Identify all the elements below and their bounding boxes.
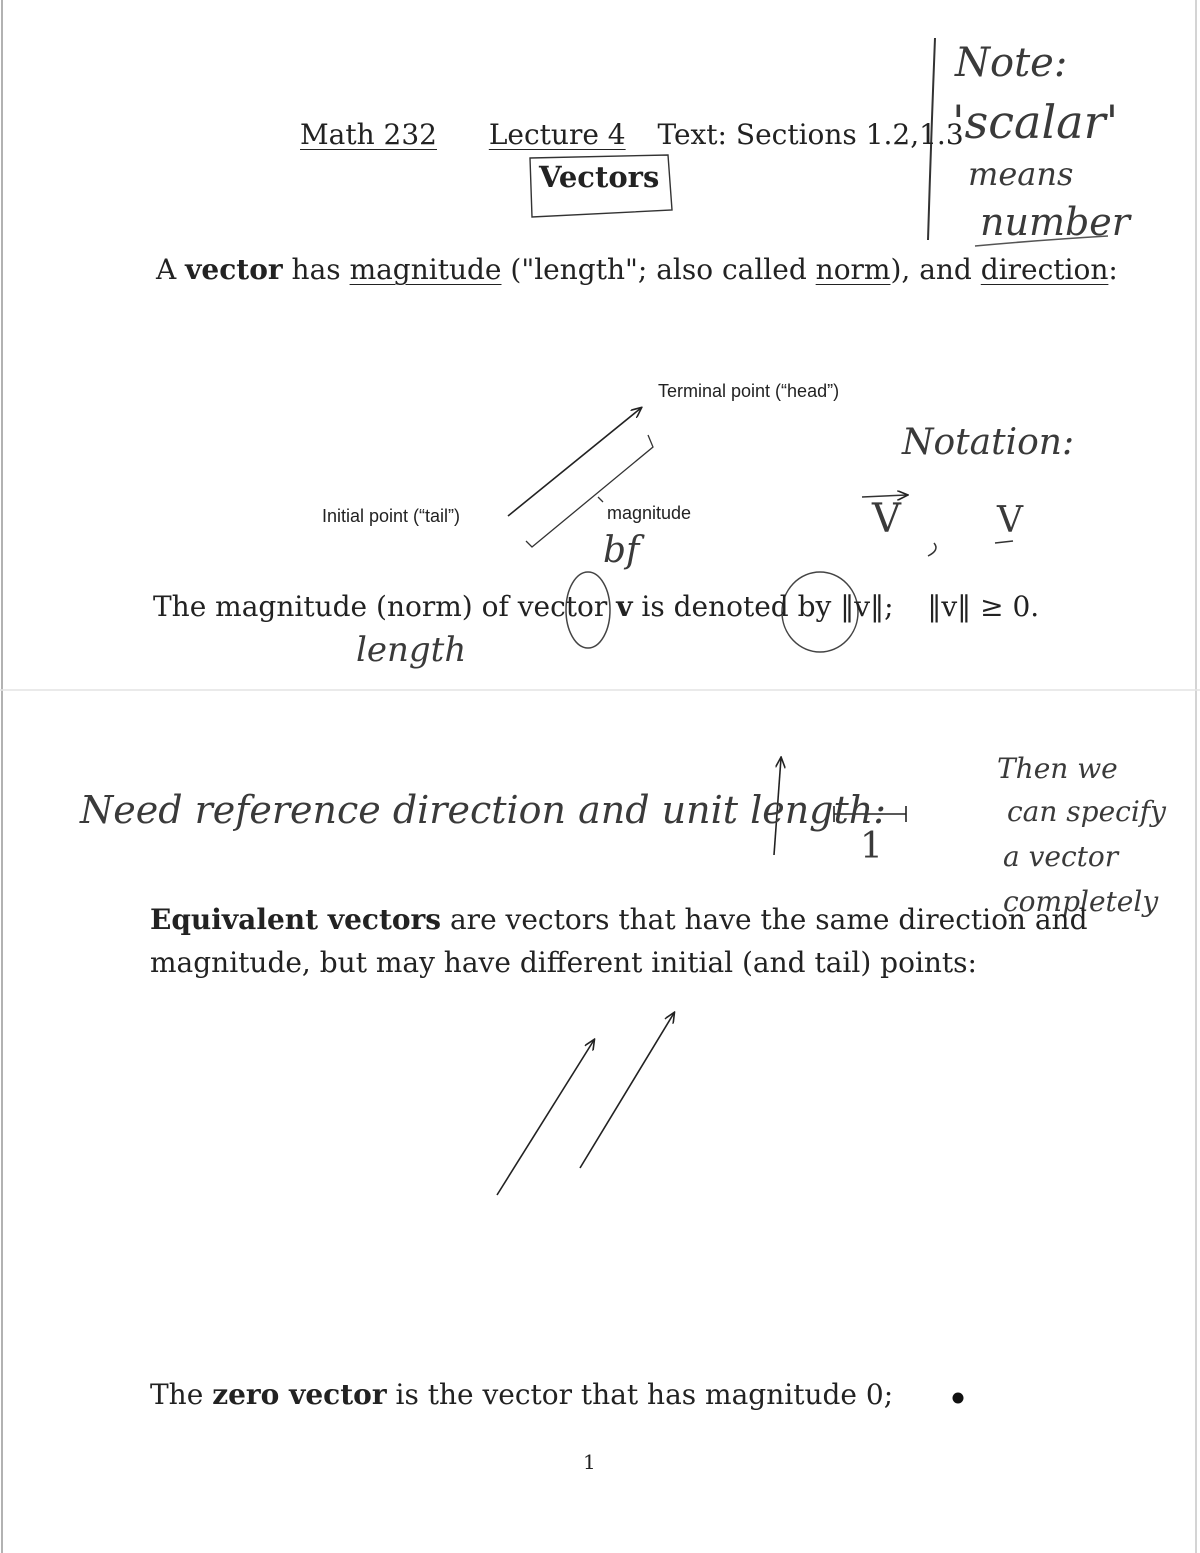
def-sep: ), and (890, 253, 972, 286)
norm-text-a: The magnitude (norm) of vector (153, 590, 608, 623)
page-title: Vectors (539, 160, 660, 194)
notation-arrow-v: V (872, 496, 901, 542)
unit-length-label: 1 (860, 826, 883, 867)
equivalent-vector-2 (580, 1013, 674, 1168)
equivalent-line-1 (150, 903, 1088, 936)
page-number: 1 (583, 1450, 596, 1474)
side-note-title: Note: (955, 40, 1068, 86)
def-middle: has (291, 253, 341, 286)
def-prefix: A (156, 253, 177, 286)
notation-underline-v: V (997, 500, 1023, 541)
header-line (300, 118, 964, 151)
then-note-1: Then we (997, 752, 1118, 785)
norm-inequality: ‖v‖ ≥ 0. (927, 590, 1040, 623)
bf-note: bf (603, 530, 640, 571)
vector-arrow (508, 408, 641, 516)
equivalent-line-2: magnitude, but may have different initial (and tail) points: (150, 946, 977, 979)
zero-vector-dot (953, 1393, 964, 1404)
def-magnitude: magnitude (349, 253, 502, 286)
then-note-4: completely (1003, 885, 1159, 918)
notation-label: Notation: (902, 422, 1075, 463)
def-term: vector (185, 253, 283, 286)
def-direction: direction (980, 253, 1109, 286)
zero-prefix: The (150, 1378, 204, 1411)
equivalent-vector-1 (497, 1040, 594, 1195)
side-note-means: means (968, 155, 1074, 193)
norm-v: v (616, 590, 633, 623)
norm-text-b: is denoted by (641, 590, 832, 623)
def-norm: norm (815, 253, 891, 286)
then-note-2: can specify (1007, 795, 1166, 828)
norm-sentence (153, 590, 1039, 623)
magnitude-label: magnitude (607, 503, 692, 523)
vector-definition (156, 253, 1118, 286)
norm-symbol: ‖v‖; (840, 590, 894, 623)
equivalent-rest: are vectors that have the same direction and (449, 903, 1088, 936)
course-name: Math 232 (300, 118, 437, 151)
zero-vector-sentence (150, 1378, 893, 1411)
def-colon: : (1108, 253, 1118, 286)
initial-point-label: Initial point (“tail”) (322, 506, 461, 526)
equivalent-term: Equivalent vectors (150, 903, 442, 936)
zero-rest: is the vector that has magnitude 0; (395, 1378, 894, 1411)
zero-term: zero vector (212, 1378, 387, 1411)
side-note-number: number (980, 200, 1130, 244)
def-paren: ("length"; also called (510, 253, 807, 286)
side-note-scalar: 'scalar' (952, 95, 1119, 149)
then-note-3: a vector (1003, 840, 1119, 873)
length-note: length (356, 630, 467, 670)
reference-note: Need reference direction and unit length: (80, 788, 887, 832)
text-reference: Text: Sections 1.2,1.3 (657, 118, 964, 151)
lecture-number: Lecture 4 (488, 118, 626, 151)
terminal-point-label: Terminal point (“head”) (658, 381, 840, 401)
